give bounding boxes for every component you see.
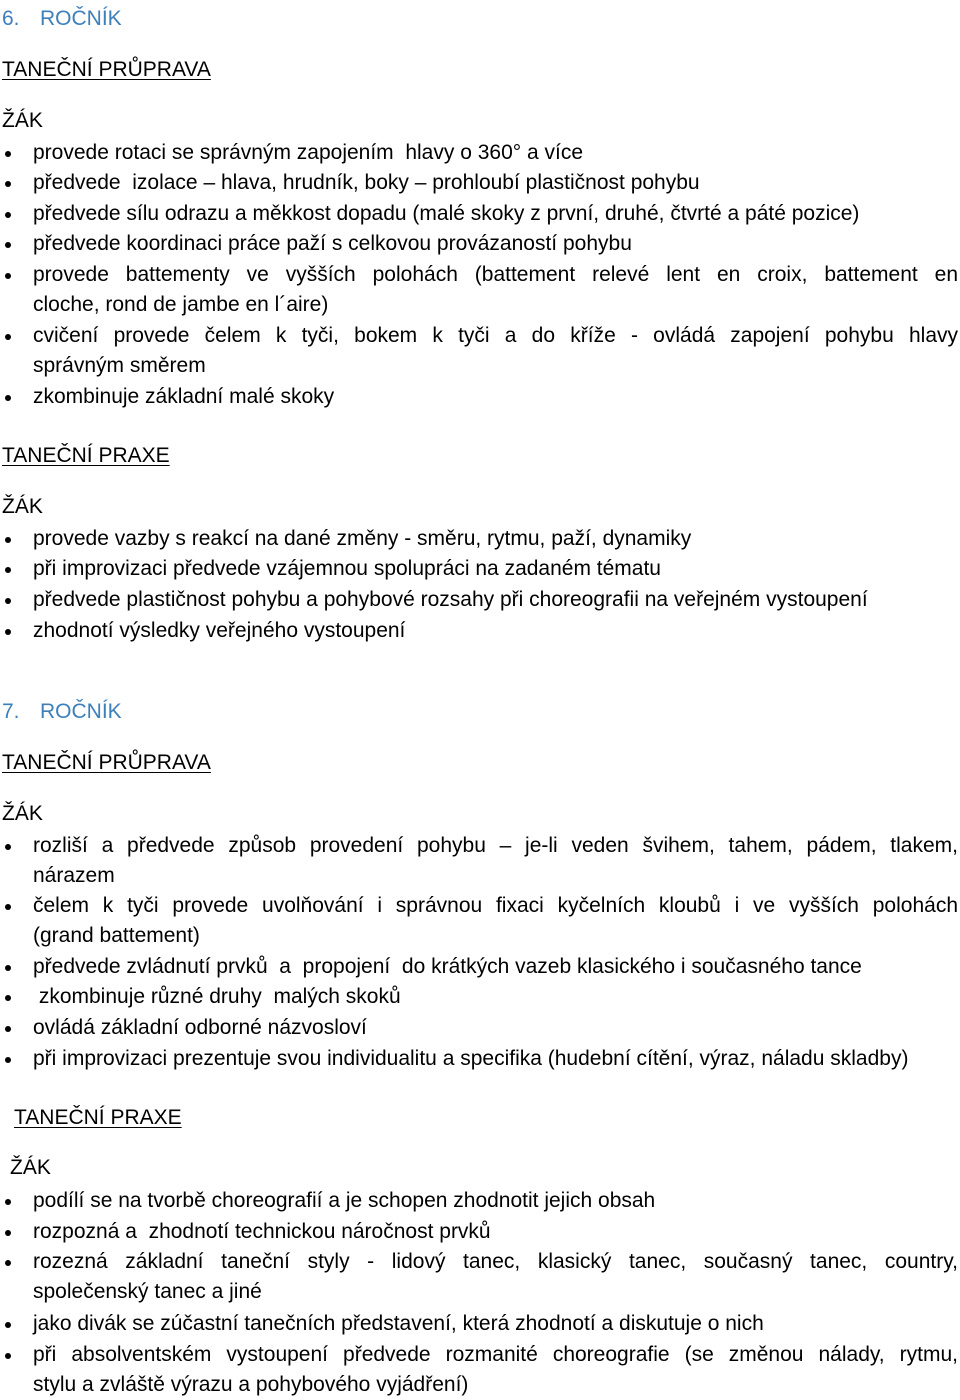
list-item xyxy=(0,229,960,259)
list-item-text-continued: stylu a zvláště výrazu a pohybového vyjádření) xyxy=(33,1373,469,1396)
bullet-icon xyxy=(5,629,11,635)
list-item-text: rozliší a předvede způsob provedení pohybu – je-li veden švihem, tahem, pádem, tlakem, xyxy=(33,834,958,857)
bullet-icon xyxy=(5,537,11,543)
grade-number: 6. xyxy=(2,7,20,30)
section-heading xyxy=(0,748,960,778)
bullet-icon xyxy=(5,965,11,971)
list-item-text-continued: společenský tanec a jiné xyxy=(33,1280,262,1303)
subject-label-text: ŽÁK xyxy=(2,802,43,825)
bullet-icon xyxy=(5,598,11,604)
bullet-icon xyxy=(5,151,11,157)
subject-label xyxy=(0,799,960,829)
list-item xyxy=(0,524,960,554)
grade-heading xyxy=(0,4,960,34)
list-item xyxy=(0,982,960,1012)
bullet-icon xyxy=(5,995,11,1001)
bullet-icon xyxy=(5,212,11,218)
list-item-text: při improvizaci prezentuje svou individualitu a specifika (hudební cítění, výraz, náladu skladby) xyxy=(33,1047,909,1070)
section-heading xyxy=(0,55,960,85)
list-item-text: při improvizaci předvede vzájemnou spolupráci na zadaném tématu xyxy=(33,557,661,580)
subject-label xyxy=(0,492,960,522)
list-item-text: provede rotaci se správným zapojením hlavy o 360° a více xyxy=(33,141,584,164)
list-item xyxy=(0,1013,960,1043)
subject-label xyxy=(0,1153,960,1183)
list-item xyxy=(0,585,960,615)
list-item xyxy=(0,168,960,198)
section-heading xyxy=(0,1103,960,1133)
grade-heading xyxy=(0,697,960,727)
bullet-icon xyxy=(5,1260,11,1266)
bullet-icon xyxy=(5,1230,11,1236)
list-item-text: předvede sílu odrazu a měkkost dopadu (malé skoky z první, druhé, čtvrté a páté pozice) xyxy=(33,202,860,225)
list-item xyxy=(0,382,960,412)
grade-label: ROČNÍK xyxy=(40,7,122,30)
bullet-icon xyxy=(5,181,11,187)
bullet-icon xyxy=(5,1057,11,1063)
list-item xyxy=(0,616,960,646)
list-item-text: provede vazby s reakcí na dané změny - směru, rytmu, paží, dynamiky xyxy=(33,527,692,550)
list-item xyxy=(0,199,960,229)
list-item-text: ovládá základní odborné názvosloví xyxy=(33,1016,367,1039)
bullet-icon xyxy=(5,395,11,401)
subject-label-text: ŽÁK xyxy=(10,1156,51,1179)
list-item-text: při absolventském vystoupení předvede rozmanité choreografie (se změnou nálady, rytmu, xyxy=(33,1343,958,1366)
list-item-text: zhodnotí výsledky veřejného vystoupení xyxy=(33,619,406,642)
list-item-text: cvičení provede čelem k tyči, bokem k tyči a do kříže - ovládá zapojení pohybu hlavy xyxy=(33,324,958,347)
section-heading-text: TANEČNÍ PRŮPRAVA xyxy=(2,751,211,774)
list-item xyxy=(0,1186,960,1216)
list-item xyxy=(0,1044,960,1074)
bullet-icon xyxy=(5,1353,11,1359)
section-heading-text: TANEČNÍ PRŮPRAVA xyxy=(2,58,211,81)
list-item-text-continued: nárazem xyxy=(33,864,115,887)
grade-label: ROČNÍK xyxy=(40,700,122,723)
list-item xyxy=(0,138,960,168)
list-item-text-continued: správným směrem xyxy=(33,354,206,377)
list-item xyxy=(0,1247,960,1307)
list-item-text: čelem k tyči provede uvolňování i správnou fixaci kyčelních kloubů i ve vyšších polohách xyxy=(33,894,958,917)
list-item-text: rozpozná a zhodnotí technickou náročnost prvků xyxy=(33,1220,491,1243)
bullet-icon xyxy=(5,1026,11,1032)
grade-number: 7. xyxy=(2,700,20,723)
list-item xyxy=(0,831,960,891)
list-item-text: jako divák se zúčastní tanečních představení, která zhodnotí a diskutuje o nich xyxy=(33,1312,764,1335)
list-item-text: zkombinuje základní malé skoky xyxy=(33,385,335,408)
list-item xyxy=(0,1309,960,1339)
list-item-text: rozezná základní taneční styly - lidový tanec, klasický tanec, současný tanec, country, xyxy=(33,1250,958,1273)
section-heading-text: TANEČNÍ PRAXE xyxy=(14,1106,182,1129)
list-item-text-continued: (grand battement) xyxy=(33,924,200,947)
section-heading-text: TANEČNÍ PRAXE xyxy=(2,444,170,467)
bullet-icon xyxy=(5,567,11,573)
list-item-text: předvede koordinaci práce paží s celkovou provázaností pohybu xyxy=(33,232,632,255)
section-heading xyxy=(0,441,960,471)
subject-label-text: ŽÁK xyxy=(2,109,43,132)
list-item-text: předvede zvládnutí prvků a propojení do krátkých vazeb klasického i současného tance xyxy=(33,955,862,978)
list-item-text: podílí se na tvorbě choreografií a je schopen zhodnotit jejich obsah xyxy=(33,1189,656,1212)
list-item-text: předvede izolace – hlava, hrudník, boky – prohloubí plastičnost pohybu xyxy=(33,171,700,194)
bullet-icon xyxy=(5,1322,11,1328)
list-item xyxy=(0,260,960,320)
list-item-text-continued: cloche, rond de jambe en l´aire) xyxy=(33,293,329,316)
bullet-icon xyxy=(5,334,11,340)
subject-label-text: ŽÁK xyxy=(2,495,43,518)
bullet-icon xyxy=(5,242,11,248)
list-item-text: zkombinuje různé druhy malých skoků xyxy=(33,985,401,1008)
list-item xyxy=(0,554,960,584)
list-item-text: předvede plastičnost pohybu a pohybové rozsahy při choreografii na veřejném vystoupení xyxy=(33,588,868,611)
list-item-text: provede battementy ve vyšších polohách (battement relevé lent en croix, battement en xyxy=(33,263,958,286)
bullet-icon xyxy=(5,844,11,850)
subject-label xyxy=(0,106,960,136)
bullet-icon xyxy=(5,904,11,910)
list-item xyxy=(0,891,960,951)
list-item xyxy=(0,321,960,381)
bullet-icon xyxy=(5,273,11,279)
list-item xyxy=(0,1217,960,1247)
list-item xyxy=(0,952,960,982)
list-item xyxy=(0,1340,960,1400)
bullet-icon xyxy=(5,1199,11,1205)
